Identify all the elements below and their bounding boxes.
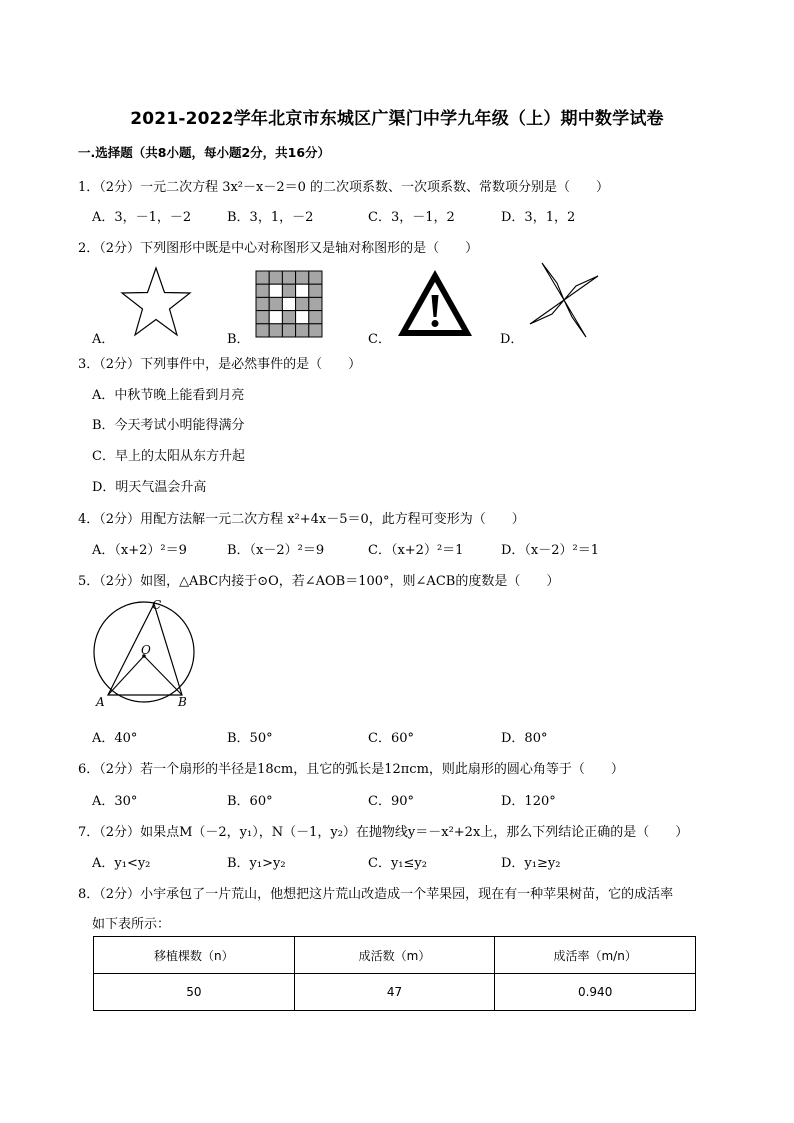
option-a: A．40°	[92, 731, 138, 746]
pinwheel-icon	[528, 262, 600, 338]
question-text: 如图，△ABC内接于⊙O，若∠AOB＝100°，则∠ACB的度数是（ ）	[140, 574, 560, 589]
option-c: C．	[368, 332, 391, 347]
question-1	[78, 176, 609, 195]
checkerboard-icon	[255, 270, 323, 338]
option-b: B．3，1，－2	[227, 210, 314, 225]
question-6	[78, 758, 624, 777]
page-title: 2021-2022学年北京市东城区广渠门中学九年级（上）期中数学试卷	[130, 109, 664, 129]
option-d: D．（x－2）²＝1	[501, 543, 600, 558]
table-cell: 0.940	[495, 974, 696, 1011]
question-points: （2分）	[99, 762, 141, 777]
question-points: （2分）	[99, 512, 141, 527]
question-points: （2分）	[99, 180, 141, 195]
option-b: B．50°	[227, 731, 273, 746]
option-a: A．中秋节晚上能看到月亮	[92, 388, 245, 403]
question-number: 3．	[78, 357, 100, 372]
option-d: D．	[500, 332, 524, 347]
option-a: A．30°	[92, 794, 138, 809]
question-points: （2分）	[99, 825, 141, 840]
star-icon	[118, 265, 194, 341]
option-d: D．120°	[501, 794, 556, 809]
label-c: C	[152, 598, 162, 612]
table-header-row	[94, 937, 696, 974]
option-c: C．（x+2）²＝1	[368, 543, 464, 558]
question-5	[78, 570, 559, 589]
option-b: B．今天考试小明能得满分	[92, 418, 245, 433]
question-points: （2分）	[99, 574, 141, 589]
question-text: 下列事件中，是必然事件的是（ ）	[140, 357, 362, 372]
circle-triangle-figure	[88, 597, 200, 709]
survival-rate-table	[93, 936, 696, 1011]
question-points: （2分）	[99, 241, 141, 256]
label-a: A	[96, 695, 105, 709]
question-number: 8．	[78, 887, 100, 902]
option-a: A．（x+2）²＝9	[92, 543, 187, 558]
question-text: 若一个扇形的半径是18cm，且它的弧长是12πcm，则此扇形的圆心角等于（ ）	[140, 762, 624, 777]
option-c: C．3，－1，2	[368, 210, 455, 225]
option-c: C．60°	[368, 731, 414, 746]
question-text: 如果点M（－2，y₁），N（－1，y₂）在抛物线y＝－x²+2x上，那么下列结论正确的是（ ）	[140, 825, 689, 840]
question-points: （2分）	[99, 357, 141, 372]
option-d: D．明天气温会升高	[92, 480, 207, 495]
option-b: B．（x－2）²＝9	[227, 543, 325, 558]
section-heading: 一.选择题（共8小题，每小题2分，共16分）	[78, 145, 331, 160]
option-c: C．90°	[368, 794, 414, 809]
question-7	[78, 821, 688, 840]
option-b: B．	[227, 332, 250, 347]
question-8-continuation: 如下表所示：	[92, 917, 171, 932]
question-text: 用配方法解一元二次方程 x²+4x－5＝0，此方程可变形为（ ）	[140, 512, 525, 527]
question-points: （2分）	[99, 887, 141, 902]
option-d: D．y₁≥y₂	[501, 856, 561, 871]
option-c: C．y₁≤y₂	[368, 856, 427, 871]
option-a: A．y₁<y₂	[92, 856, 151, 871]
question-number: 1．	[78, 180, 100, 195]
table-header: 移植棵数（n）	[94, 937, 295, 974]
question-8	[78, 883, 673, 902]
question-4	[78, 508, 525, 527]
table-header: 成活率（m/n）	[495, 937, 696, 974]
option-a: A．3，－1，－2	[92, 210, 192, 225]
question-number: 2．	[78, 241, 100, 256]
option-d: D．80°	[501, 731, 548, 746]
label-o: O	[141, 643, 151, 657]
table-cell: 47	[294, 974, 495, 1011]
table-header: 成活数（m）	[294, 937, 495, 974]
label-b: B	[178, 695, 187, 709]
option-a: A．	[92, 332, 115, 347]
question-2	[78, 237, 478, 256]
question-number: 6．	[78, 762, 100, 777]
question-text: 一元二次方程 3x²－x－2＝0 的二次项系数、一次项系数、常数项分别是（ ）	[140, 180, 610, 195]
option-b: B．y₁>y₂	[227, 856, 286, 871]
option-d: D．3，1，2	[501, 210, 576, 225]
warning-triangle-icon	[396, 268, 474, 340]
question-text: 小宇承包了一片荒山，他想把这片荒山改造成一个苹果园，现在有一种苹果树苗，它的成活率	[140, 887, 674, 902]
question-number: 7．	[78, 825, 100, 840]
question-number: 5．	[78, 574, 100, 589]
option-c: C．早上的太阳从东方升起	[92, 449, 245, 464]
question-3	[78, 353, 361, 372]
question-number: 4．	[78, 512, 100, 527]
option-b: B．60°	[227, 794, 273, 809]
question-text: 下列图形中既是中心对称图形又是轴对称图形的是（ ）	[140, 241, 479, 256]
table-cell: 50	[94, 974, 295, 1011]
table-row	[94, 974, 696, 1011]
